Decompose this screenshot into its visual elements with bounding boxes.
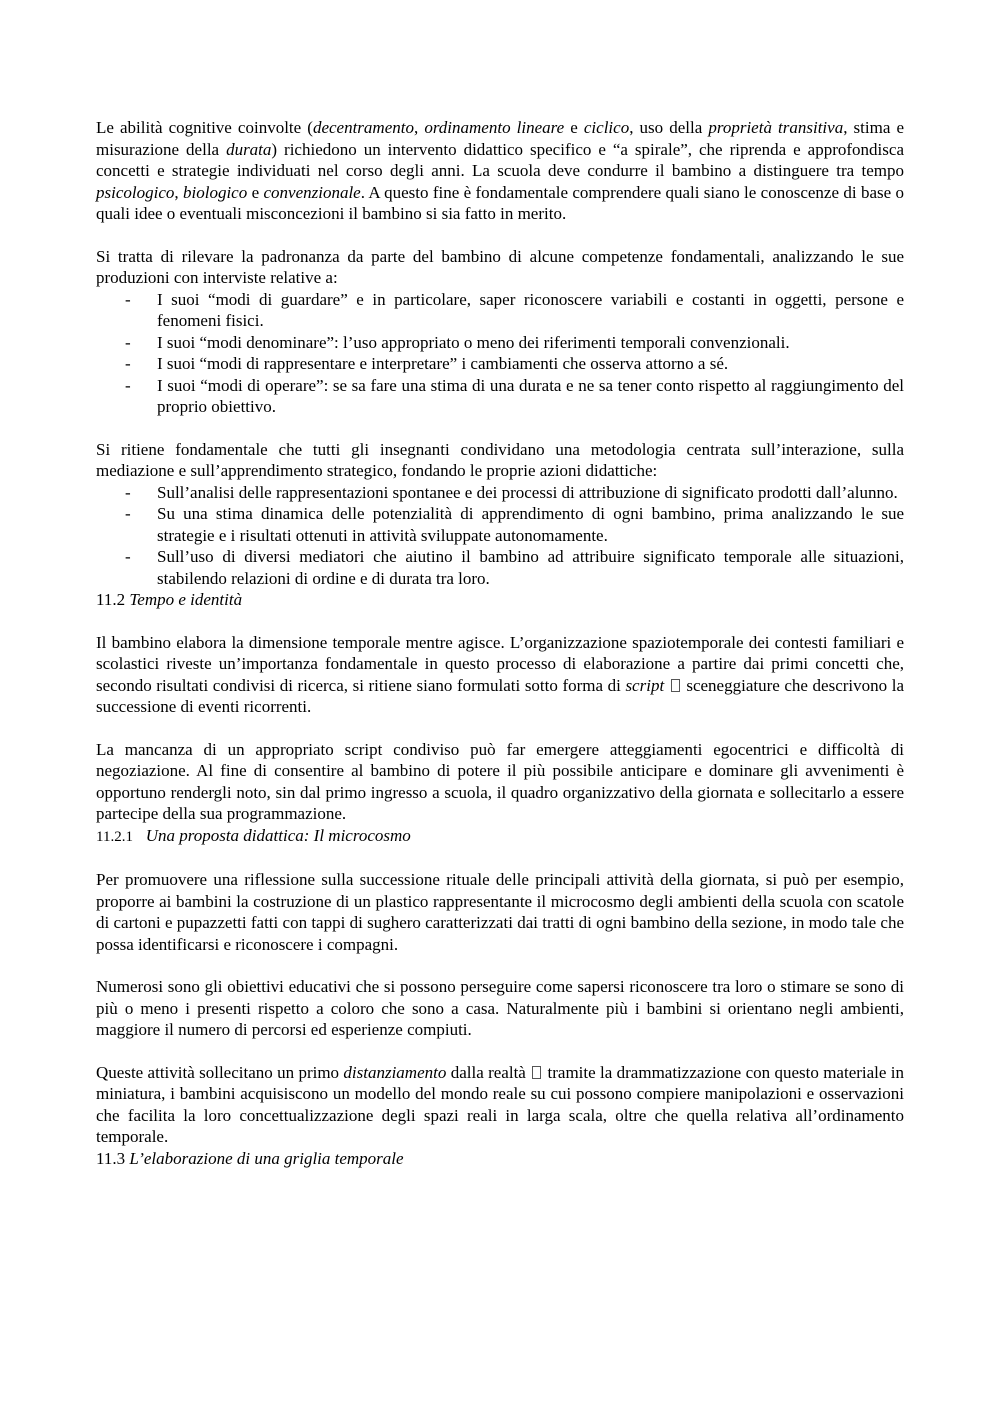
text-run: e	[247, 182, 264, 202]
list-item	[96, 482, 904, 504]
text-run: Il bambino elabora la dimensione temporale mentre agisce. L’organizzazione spaziotemporale dei contesti familiari e scolastici riveste un’importanza fondamentale in questo processo di elaborazione a partire dai primi concetti che, secondo risultati condivisi di ricerca, si ritiene siano formulati sotto forma di	[96, 632, 904, 695]
dash-bullet: -	[125, 547, 131, 566]
text-run: , stima e misurazione della	[96, 118, 905, 159]
text-run: , uso della	[629, 118, 709, 137]
section-title: Tempo e identità	[129, 590, 243, 609]
paragraph-intro	[96, 117, 904, 225]
subsection-heading	[96, 825, 904, 849]
paragraph-distanziamento	[96, 1062, 904, 1148]
section-number: 11.3	[96, 1148, 130, 1168]
italic-term: proprietà transitiva	[708, 118, 844, 137]
dash-bullet: -	[125, 504, 131, 523]
list-item-text: Sull’analisi delle rappresentazioni spontanee e dei processi di attribuzione di significato prodotti dall’alunno.	[157, 482, 898, 502]
list-item-text: I suoi “modi di operare”: se sa fare una stima di una durata e ne sa tener conto rispetto al raggiungimento del proprio obiettivo.	[157, 375, 904, 416]
paragraph-script: La mancanza di un appropriato script condiviso può far emergere atteggiamenti egocentrici e difficoltà di negoziazione. Al fine di consentire al bambino di potere il più possibile anticipare e dominare gli avvenimenti è opportuno rendergli noto, sin dal primo ingresso a scuola, il quadro organizzativo della giornata e sollecitarlo a essere partecipe della sua programmazione.	[96, 739, 904, 823]
subsection-number: 11.2.1	[96, 828, 133, 845]
list-item	[96, 289, 904, 332]
italic-term: ciclico	[583, 118, 630, 137]
list-item-text: I suoi “modi di rappresentare e interpretare” i cambiamenti che osserva attorno a sé.	[157, 354, 729, 373]
text-run: ) richiedono un intervento didattico specifico e “a spirale”, che riprenda e approfondisca concetti e strategie individuati nel corso degli anni. La scuola deve condurre il bambino a distinguere tra tempo	[96, 139, 904, 180]
paragraph-competenze: Si tratta di rilevare la padronanza da parte del bambino di alcune competenze fondamentali, analizzando le sue produzioni con interviste relative a:	[96, 246, 904, 287]
paragraph-microcosmo: Per promuovere una riflessione sulla successione rituale delle principali attività della giornata, si può per esempio, proporre ai bambini la costruzione di un plastico rappresentante il microcosmo degli ambienti della scuola con scatole di cartoni e pupazzetti fatti con tappi di sughero caratterizzati dai tratti di ogni bambino della sezione, in modo tale che possa identificarsi e riconoscere i compagni.	[96, 870, 904, 954]
italic-term: decentramento	[312, 118, 414, 137]
text-run: tramite la drammatizzazione con questo materiale in miniatura, i bambini acquisiscono un modello del mondo reale su cui possono compiere manipolazioni e osservazioni che facilita la loro concettualizzazione degli spazi reali in larga scala, oltre che quella relativa all’ordinamento temporale.	[96, 1062, 905, 1146]
text-run: Queste attività sollecitano un primo	[96, 1062, 344, 1082]
section-heading	[96, 589, 904, 611]
paragraph-obiettivi: Numerosi sono gli obiettivi educativi che si possono perseguire come sapersi riconoscere tra loro o stimare se sono di più o meno i presenti rispetto a coloro che sono a casa. Naturalmente più i bambini si orientano negli ambienti, maggiore il numero di percorsi ed esperienze compiuti.	[96, 977, 904, 1039]
dash-bullet: -	[125, 482, 131, 502]
list-item-text: Sull’uso di diversi mediatori che aiutino il bambino ad attribuire significato temporale alle situazioni, stabilendo relazioni di ordine e di durata tra loro.	[157, 547, 904, 588]
section-title: L’elaborazione di una griglia temporale	[129, 1148, 404, 1168]
list-azioni	[96, 482, 904, 590]
text-run: ,	[174, 182, 183, 202]
list-modi	[96, 289, 904, 418]
list-item-text: I suoi “modi di guardare” e in particolare, saper riconoscere variabili e costanti in oggetti, persone e fenomeni fisici.	[157, 289, 904, 330]
missing-glyph-icon	[671, 679, 680, 692]
list-item-text: Su una stima dinamica delle potenzialità di apprendimento di ogni bambino, prima analizzando le sue strategie e i risultati ottenuti in attività sviluppate autonomamente.	[157, 504, 904, 545]
text-run: dalla realtà	[446, 1062, 531, 1082]
italic-term: psicologico	[96, 182, 175, 202]
italic-term: script	[625, 675, 665, 695]
paragraph-metodologia: Si ritiene fondamentale che tutti gli insegnanti condividano una metodologia centrata sull’interazione, sulla mediazione e sull’apprendimento strategico, fondando le proprie azioni didattiche:	[96, 439, 904, 480]
list-item	[96, 375, 904, 418]
missing-glyph-icon	[532, 1066, 541, 1079]
italic-term: convenzionale	[263, 182, 361, 202]
list-item	[96, 353, 904, 375]
dash-bullet: -	[125, 375, 131, 395]
list-item	[96, 546, 904, 589]
dash-bullet: -	[125, 354, 131, 373]
italic-term: ordinamento lineare	[424, 118, 565, 137]
text-run: e	[564, 118, 584, 137]
italic-term: distanziamento	[343, 1062, 447, 1082]
dash-bullet: -	[125, 289, 131, 309]
text-run: ,	[413, 118, 425, 137]
text-run: sceneggiature che descrivono la successione di eventi ricorrenti.	[96, 675, 904, 716]
list-item-text: I suoi “modi denominare”: l’uso appropriato o meno dei riferimenti temporali convenzionali.	[157, 332, 790, 352]
paragraph-tempo-identita	[96, 632, 904, 718]
section-heading	[96, 1148, 904, 1170]
text-run: Le abilità cognitive coinvolte (	[96, 118, 313, 137]
document-page	[96, 117, 904, 1169]
text-run: . A questo fine è fondamentale comprendere quali siano le conoscenze di base o quali idee o eventuali misconcezioni il bambino si sia fatto in merito.	[96, 182, 905, 223]
list-item	[96, 503, 904, 546]
subsection-title: Una proposta didattica: Il microcosmo	[145, 825, 411, 845]
italic-term: durata	[226, 139, 272, 159]
italic-term: biologico	[183, 182, 248, 202]
section-number: 11.2	[96, 590, 130, 609]
list-item	[96, 332, 904, 354]
dash-bullet: -	[125, 332, 131, 352]
